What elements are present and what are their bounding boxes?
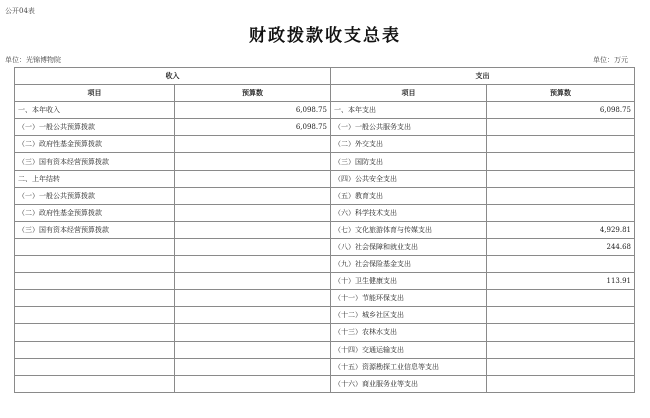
- income-amount-cell: [175, 136, 331, 153]
- table-row: [15, 375, 635, 392]
- income-item-cell: [15, 238, 175, 255]
- expense-section-header: 支出: [331, 68, 635, 85]
- income-item-header: 项目: [15, 85, 175, 102]
- table-body: [15, 102, 635, 393]
- expense-amount-cell: [487, 204, 635, 221]
- income-amount-cell: [175, 290, 331, 307]
- section-header-row: [15, 68, 635, 85]
- income-amount-cell: [175, 187, 331, 204]
- table-row: [15, 273, 635, 290]
- income-amount-cell: [175, 341, 331, 358]
- income-item-cell: 一、本年收入: [15, 102, 175, 119]
- table-row: [15, 187, 635, 204]
- unit-label: 单位：光锦博物院: [5, 56, 61, 64]
- expense-item-cell: （二）外交支出: [331, 136, 487, 153]
- table-row: [15, 136, 635, 153]
- income-amount-cell: [175, 153, 331, 170]
- income-item-cell: [15, 341, 175, 358]
- table-row: [15, 204, 635, 221]
- expense-amount-cell: [487, 187, 635, 204]
- income-section-header: 收入: [15, 68, 331, 85]
- expense-item-cell: （十二）城乡社区支出: [331, 307, 487, 324]
- expense-item-cell: 一、本年支出: [331, 102, 487, 119]
- income-amount-cell: [175, 170, 331, 187]
- expense-amount-cell: [487, 375, 635, 392]
- expense-item-cell: （九）社会保险基金支出: [331, 256, 487, 273]
- income-item-cell: 二、上年结转: [15, 170, 175, 187]
- expense-amount-cell: [487, 170, 635, 187]
- income-item-cell: （二）政府性基金预算拨款: [15, 136, 175, 153]
- document-code: 公开04表: [5, 7, 35, 15]
- income-item-cell: [15, 358, 175, 375]
- expense-item-cell: （七）文化旅游体育与传媒支出: [331, 221, 487, 238]
- expense-amount-cell: [487, 358, 635, 375]
- expense-item-header: 项目: [331, 85, 487, 102]
- expense-amount-cell: 244.68: [487, 238, 635, 255]
- expense-amount-cell: 113.91: [487, 273, 635, 290]
- table-row: [15, 153, 635, 170]
- expense-item-cell: （三）国防支出: [331, 153, 487, 170]
- expense-item-cell: （五）教育支出: [331, 187, 487, 204]
- income-item-cell: （二）政府性基金预算拨款: [15, 204, 175, 221]
- table-row: [15, 290, 635, 307]
- income-amount-cell: [175, 238, 331, 255]
- expense-amount-cell: [487, 341, 635, 358]
- income-item-cell: [15, 273, 175, 290]
- currency-label: 单位：万元: [593, 56, 628, 64]
- column-header-row: [15, 85, 635, 102]
- income-amount-cell: [175, 307, 331, 324]
- table-row: [15, 102, 635, 119]
- page-title: 财政拨款收支总表: [249, 26, 401, 46]
- income-item-cell: （三）国有资本经营预算拨款: [15, 153, 175, 170]
- expense-amount-cell: [487, 307, 635, 324]
- expense-amount-cell: 6,098.75: [487, 102, 635, 119]
- income-item-cell: [15, 290, 175, 307]
- income-budget-header: 预算数: [175, 85, 331, 102]
- income-item-cell: （三）国有资本经营预算拨款: [15, 221, 175, 238]
- budget-table: [14, 67, 635, 393]
- expense-amount-cell: [487, 119, 635, 136]
- expense-item-cell: （十三）农林水支出: [331, 324, 487, 341]
- table-row: [15, 341, 635, 358]
- income-amount-cell: [175, 256, 331, 273]
- table-row: [15, 358, 635, 375]
- income-item-cell: （一）一般公共预算拨款: [15, 119, 175, 136]
- expense-item-cell: （十一）节能环保支出: [331, 290, 487, 307]
- expense-item-cell: （六）科学技术支出: [331, 204, 487, 221]
- income-amount-cell: 6,098.75: [175, 119, 331, 136]
- expense-amount-cell: [487, 136, 635, 153]
- income-amount-cell: [175, 273, 331, 290]
- income-item-cell: （一）一般公共预算拨款: [15, 187, 175, 204]
- expense-amount-cell: 4,929.81: [487, 221, 635, 238]
- expense-amount-cell: [487, 256, 635, 273]
- expense-amount-cell: [487, 153, 635, 170]
- income-amount-cell: [175, 358, 331, 375]
- income-item-cell: [15, 324, 175, 341]
- table-row: [15, 256, 635, 273]
- income-item-cell: [15, 307, 175, 324]
- income-amount-cell: [175, 324, 331, 341]
- expense-amount-cell: [487, 324, 635, 341]
- income-item-cell: [15, 256, 175, 273]
- expense-item-cell: （四）公共安全支出: [331, 170, 487, 187]
- income-amount-cell: 6,098.75: [175, 102, 331, 119]
- expense-item-cell: （一）一般公共服务支出: [331, 119, 487, 136]
- income-amount-cell: [175, 375, 331, 392]
- table-row: [15, 238, 635, 255]
- expense-item-cell: （十六）商业服务业等支出: [331, 375, 487, 392]
- expense-item-cell: （十四）交通运输支出: [331, 341, 487, 358]
- expense-item-cell: （十五）资源勘探工业信息等支出: [331, 358, 487, 375]
- income-amount-cell: [175, 221, 331, 238]
- table-row: [15, 221, 635, 238]
- expense-amount-cell: [487, 290, 635, 307]
- table-row: [15, 307, 635, 324]
- expense-budget-header: 预算数: [487, 85, 635, 102]
- income-amount-cell: [175, 204, 331, 221]
- table-row: [15, 324, 635, 341]
- expense-item-cell: （十）卫生健康支出: [331, 273, 487, 290]
- expense-item-cell: （八）社会保障和就业支出: [331, 238, 487, 255]
- income-item-cell: [15, 375, 175, 392]
- table-row: [15, 170, 635, 187]
- table-row: [15, 119, 635, 136]
